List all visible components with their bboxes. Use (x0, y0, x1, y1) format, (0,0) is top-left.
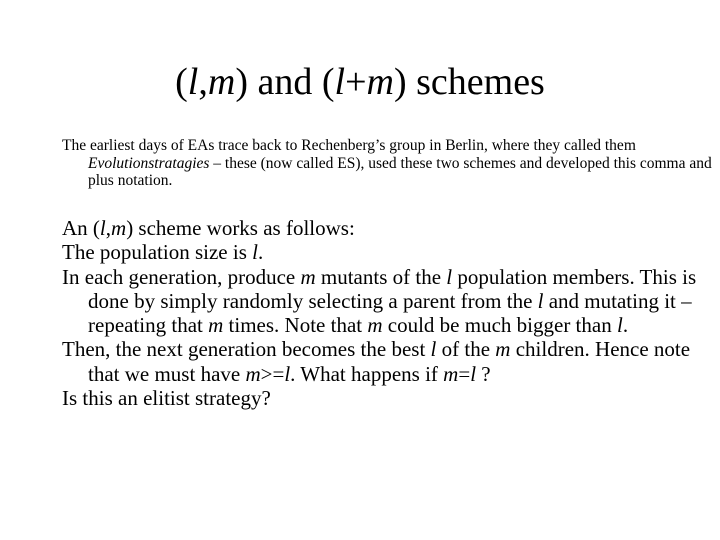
text: . (622, 313, 629, 338)
text: could be much bigger than (382, 313, 617, 338)
title-paren: ) (235, 61, 248, 103)
var-m: m (300, 264, 316, 289)
text: The population size is (62, 240, 253, 265)
text: population members. This is done by simply randomly selecting a parent from the (88, 264, 697, 313)
text: Then, the next generation becomes the best (62, 337, 431, 362)
intro-text (62, 137, 712, 190)
body-paragraph-2 (62, 240, 712, 264)
title-schemes: schemes (406, 61, 545, 103)
text: children. Hence note that we must have (88, 337, 691, 386)
var-m: m (208, 313, 224, 338)
body-paragraph-1 (62, 216, 712, 240)
text: times. Note that (223, 313, 368, 338)
body-paragraph-5: Is this an elitist strategy? (62, 386, 271, 411)
body-paragraph-3 (62, 265, 712, 338)
text: = (458, 361, 471, 386)
var-m: m (245, 361, 261, 386)
intro-italic-term: Evolutionstratagies (88, 154, 210, 172)
var-l: l (446, 264, 453, 289)
var-l: l (284, 361, 291, 386)
text: , (105, 216, 112, 240)
intro-paragraph (62, 137, 712, 190)
var-l: l (252, 240, 258, 265)
title-comma: , (198, 61, 208, 103)
body-text (62, 216, 712, 410)
var-m: m (111, 216, 127, 240)
title-paren: ) (393, 61, 407, 103)
text: In each generation, produce (62, 264, 301, 289)
text: . What happens if (290, 361, 444, 386)
title-plus: + (345, 61, 367, 103)
title-and: and ( (247, 61, 335, 103)
var-l: l (430, 337, 437, 362)
text: ? (476, 361, 491, 386)
text: mutants of the (315, 264, 447, 289)
var-m: m (443, 361, 459, 386)
title-paren: ( (175, 61, 188, 103)
slide-title (0, 58, 720, 106)
text: of the (436, 337, 496, 362)
text: ) scheme works as follows: (126, 216, 355, 240)
var-l: l (537, 288, 544, 313)
body-paragraph-4 (62, 337, 712, 386)
var-l: l (470, 361, 477, 386)
var-m: m (367, 313, 383, 338)
var-l: l (616, 313, 623, 338)
intro-text-part: The earliest days of EAs trace back to Rechenberg’s group in Berlin, where they called them (62, 137, 636, 154)
text: and mutating it – repeating that (88, 288, 692, 338)
text: An ( (62, 216, 100, 240)
text: >= (260, 361, 285, 386)
intro-text-part: – these (now called ES), used these two schemes and developed this comma and plus notation. (88, 154, 712, 189)
title-var-l: l (334, 61, 346, 103)
title-var-l: l (187, 61, 199, 103)
title-var-m: m (207, 61, 236, 103)
var-m: m (495, 337, 511, 362)
var-l: l (99, 216, 106, 240)
text: . (257, 240, 264, 265)
title-var-m: m (366, 61, 394, 103)
